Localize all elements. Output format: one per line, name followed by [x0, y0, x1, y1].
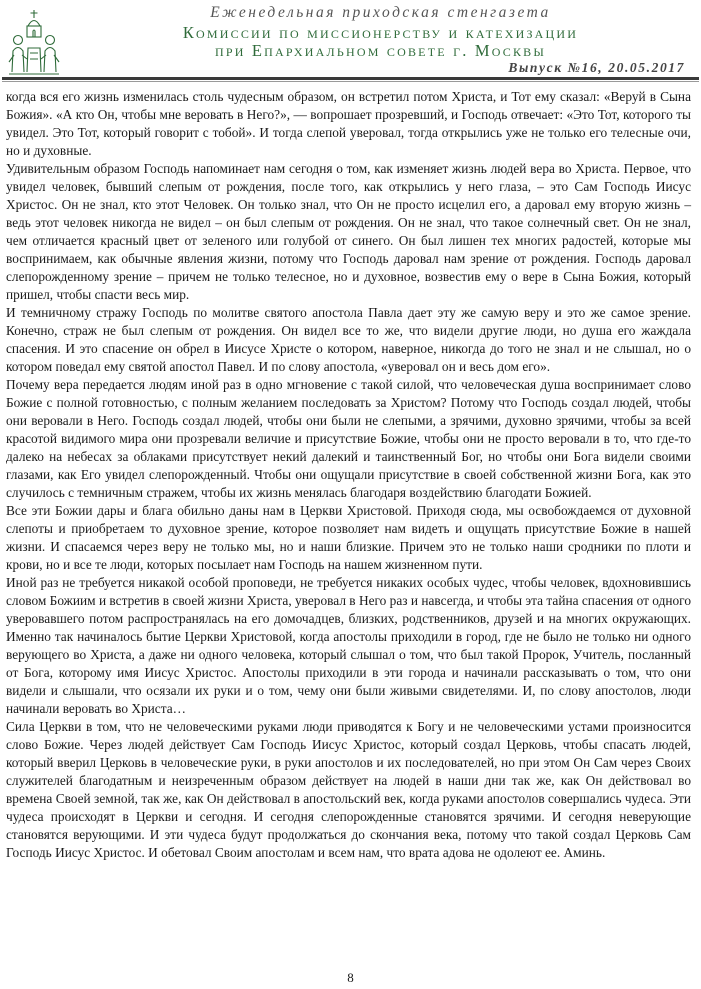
issue-info: Выпуск №16, 20.05.2017	[508, 60, 685, 75]
church-apostles-emblem-icon	[6, 6, 62, 78]
publisher-subline: при Епархиальном совете г. Москвы	[214, 41, 547, 60]
newspaper-title: Еженедельная приходская стенгазета	[210, 4, 551, 21]
article-paragraph: И темничному стражу Господь по молитве святого апостола Павла дает эту же самую веру и это же самое зрение. Конечно, страж не был слепым от рождения. Он видел все то же, что видели другие люди, но душа его жаждала спасения. И это спасение он обрел в Иисусе Христе о котором, наверное, никогда до того не знал и не слышал, но о котором поведал ему святой апостол Павел. И по слову апостола, «уверовал он и весь дом его».	[6, 305, 691, 374]
article-paragraph: Все эти Божии дары и блага обильно даны нам в Церкви Христовой. Приходя сюда, мы освобождаемся от духовной слепоты и приобретаем то духовное зрение, которое позволяет нам видеть и ощущать присутствие Божие в нашей жизни. И спасаемся через веру не только мы, но и наши близкие. Причем это не только наши сродники по плоти и крови, но и все те люди, которых посылает нам Господь на нашем жизненном пути.	[6, 503, 691, 572]
newspaper-header	[0, 0, 701, 84]
article-paragraph: Удивительным образом Господь напоминает нам сегодня о том, как изменяет жизнь людей вера во Христа. Первое, что увидел человек, бывший слепым от рождения, после того, как открылись у него глаза, – это Сам Господь Иисус Христос. Он не знал, кто этот Человек. Он только знал, что Он не просто исцелил его, а даровал ему вторую жизнь – ведь этот человек никогда не видел – он был слепым от рождения. Он не знал, что такое солнечный свет. Он не знал, чем отличается красный цвет от зеленого или голубой от синего. Он был лишен тех многих радостей, которые мы воспринимаем, как обычные явления жизни, потому что Господь даровал нам зрение от рождения. Господь даровал слепорожденному зрение – причем не только телесное, но и духовное, возвестив ему о вере в Сына Божия, который пришел, чтобы спасти весь мир.	[6, 161, 691, 302]
header-divider-thin	[2, 81, 699, 82]
article-body	[6, 88, 691, 862]
header-divider	[2, 77, 699, 80]
article-paragraph: Почему вера передается людям иной раз в одно мгновение с такой силой, что человеческая душа воспринимает слово Божие с полной готовностью, с полным желанием последовать за Христом? Потому что Господь создал людей, чтобы они веровали в Него. Господь создал людей, чтобы они были не слепыми, а зрячими, духовно зрячими, чтобы за всей красотой видимого мира они прозревали величие и присутствие Божие, чтобы они не просто веровали в то, что где-то далеко на небесах за облаками присутствует некий далекий и таинственный Бог, но чтобы они Бога видели своими глазами, как Его увидел слепорожденный. Чтобы они ощущали присутствие в своей собственной жизни Бога, как это случилось с темничным стражем, чтобы их жизнь менялась благодаря воздействию благодати Божией.	[6, 377, 691, 500]
page-number: 8	[347, 970, 354, 985]
article-paragraph: Сила Церкви в том, что не человеческими руками люди приводятся к Богу и не человеческими устами произносится слово Божие. Через людей действует Сам Господь Иисус Христос, который создал Церковь, чтобы спасать людей, который вверил Церковь в человеческие руки, в руки апостолов и их последователей, но при этом Он Сам через Своих служителей благодатным и неизреченным образом действует на людей в наши дни так же, как Он действовал во времена Своей земной, так же, как Он действовал в апостольский век, когда руками апостолов совершались чудеса. Эти чудеса происходят в Церкви и сегодня. И сегодня слепорожденные становятся зрячими. И сегодня неверующие становятся верующими. И эти чудеса будут продолжаться до скончания века, потому что такой создал Церковь Сам Господь Иисус Христос. И обетовал Своим апостолам и всем нам, что врата адова не одолеют ее. Аминь.	[6, 719, 691, 860]
publisher-line: Комиссии по миссионерству и катехизации	[182, 23, 579, 42]
article-paragraph: когда вся его жизнь изменилась столь чудесным образом, он встретил потом Христа, и Тот ему сказал: «Веруй в Сына Божия». «А кто Он, чтобы мне веровать в Него?», — вопрошает прозревший, и Господь отвечает: «Это Тот, которого ты увидел. Это Тот, который говорит с тобой». И тогда слепой уверовал, тогда открылись уже не только его телесные очи, но и духовные.	[6, 89, 691, 158]
article-paragraph: Иной раз не требуется никакой особой проповеди, не требуется никаких особых чудес, чтобы человек, вдохновившись словом Божиим и встретив в своей жизни Христа, уверовал в Него раз и навсегда, и чтобы эта тайна спасения от одного уверовавшего потом распространялась на его домочадцев, близких, родственников, друзей и на многих окружающих. Именно так начиналось бытие Церкви Христовой, когда апостолы приходили в город, где не было не только ни одного верующего во Христа, а даже ни одного человека, который слышал о том, что был такой Пророк, Учитель, посланный от Бога, которому имя Иисус Христос. Апостолы приходили в эти города и начинали рассказывать о том, что они видели и слышали, что осязали их руки и о том, чему они были живыми свидетелями. И, по слову апостолов, люди начинали веровать во Христа…	[6, 575, 691, 716]
